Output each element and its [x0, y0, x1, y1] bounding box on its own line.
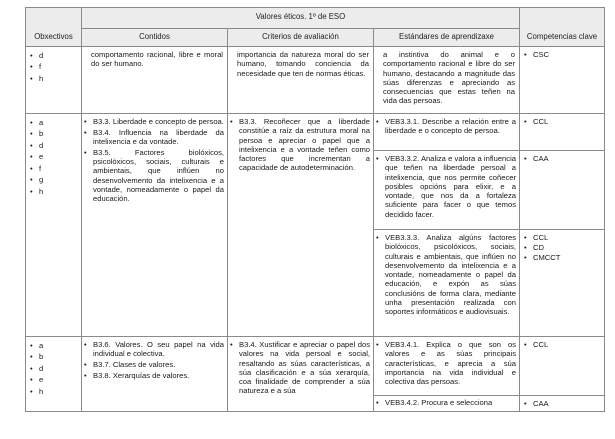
competence-item: • CD — [524, 243, 600, 252]
objective-item: • f — [30, 62, 78, 71]
objective-item: • b — [30, 352, 78, 361]
column-divider-4 — [519, 7, 520, 412]
table-title: Valores éticos. 1º de ESO — [255, 12, 346, 21]
row2-standard-2-competences — [524, 154, 600, 164]
criterion-item: • B3.4. Xustificar e apreciar o papel dos valores na vida persoal e social, resaltando as súas características, a súa clasificación e a súa xerarquía, coa finalidade de comprender a súa natureza e a súa — [230, 340, 370, 396]
standard-divider-2a — [373, 150, 605, 151]
competence-item: • CSC — [524, 50, 600, 59]
competence-item: • CCL — [524, 117, 600, 126]
criterion-item: • B3.3. Recoñecer que a liberdade constitúe a raíz da estrutura moral na persoa e apreciar o papel que a intelixencia e a vontade teñen como factores que incrementan a capacidade de autodeterminación. — [230, 117, 370, 173]
table-border-right — [604, 7, 605, 412]
row2-standard-1-competences — [524, 117, 600, 127]
competence-item: • CAA — [524, 399, 600, 408]
row2-objectives — [30, 118, 78, 198]
objective-item: • a — [30, 341, 78, 350]
objective-item: • b — [30, 129, 78, 138]
row3-standard-2-competences — [524, 399, 600, 409]
standard-item: • VEB3.4.2. Procura e selecciona — [376, 398, 516, 407]
row-divider-2 — [25, 336, 605, 337]
objective-item: • d — [30, 364, 78, 373]
content-item: • B3.5. Factores biolóxicos, psicolóxicos, sociais, culturais e ambientais, que inflúen no desenvolvemento da intelixencia e a vontade, nomeadamente o papel da educación. — [84, 148, 224, 204]
objective-item: • h — [30, 387, 78, 396]
competence-item: • CAA — [524, 154, 600, 163]
row3-contents — [84, 340, 224, 382]
content-item: • B3.6. Valores. O seu papel na vida individual e colectiva. — [84, 340, 224, 359]
row1-contents: comportamento racional, libre e moral do ser humano. — [91, 50, 223, 69]
row-divider-1 — [25, 113, 605, 114]
row3-criteria — [230, 340, 370, 410]
title-row-divider — [81, 28, 519, 29]
objective-item: • h — [30, 74, 78, 83]
row1-criteria: importancia da natureza moral do ser humano, tomando conciencia da necesidade que ten de normas éticas. — [237, 50, 369, 78]
header-competences: Competencias clave — [526, 32, 598, 41]
row1-competences — [524, 50, 600, 60]
standard-divider-2b — [373, 229, 605, 230]
header-criteria: Criterios de avaliación — [262, 32, 339, 41]
table-border-left — [25, 7, 26, 412]
objective-item: • h — [30, 187, 78, 196]
standard-item: • VEB3.3.2. Analiza e valora a influencia que teñen na liberdade persoal a intelixencia, que nos permite coñecer posibles opcións para elixir, e a vontade, que nos da a fortaleza suficiente para facer o que temos decidido facer. — [376, 154, 516, 219]
objective-item: • g — [30, 175, 78, 184]
standard-item: • VEB3.4.1. Explica o que son os valores e as súas principais características, e aprecia a súa importancia na vida individual e colectiva das persoas. — [376, 340, 516, 386]
objective-item: • d — [30, 51, 78, 60]
row3-standard-1-competences — [524, 340, 600, 350]
row2-standard-3-competences — [524, 233, 600, 262]
header-standards: Estándares de aprendizaxe — [399, 32, 494, 41]
content-item: • B3.4. Influencia na liberdade da intelixencia e da vontade. — [84, 128, 224, 147]
row3-standard-1 — [376, 340, 516, 388]
content-item: • B3.7. Clases de valores. — [84, 360, 224, 369]
standard-item: • VEB3.3.3. Analiza algúns factores biolóxicos, psicolóxicos, sociais, culturais e ambientais, que inflúen no desenvolvemento da intelixencia e a vontade, nomeadamente o papel da educación, e expón as súas conclusións de forma clara, mediante unha presentación realizada con soportes informáticos e audiovisuais. — [376, 233, 516, 317]
standard-item: • VEB3.3.1. Describe a relación entre a liberdade e o concepto de persoa. — [376, 117, 516, 136]
row2-criteria — [230, 117, 370, 174]
row3-standard-2 — [376, 398, 516, 409]
row1-standard: a instintiva do animal e o comportamento racional e libre do ser humano, destacando a magnitude das súas diferenzas e apreciando as consecuencias que estas teñen na vida das persoas. — [383, 50, 515, 106]
standard-divider-3 — [373, 395, 605, 396]
objective-item: • a — [30, 118, 78, 127]
column-divider-3 — [373, 28, 374, 412]
content-item: • B3.3. Liberdade e concepto de persoa. — [84, 117, 224, 126]
row2-standard-1 — [376, 117, 516, 137]
content-item: • B3.8. Xerarquías de valores. — [84, 371, 224, 380]
row1-objectives — [30, 51, 78, 85]
row2-standard-3 — [376, 233, 516, 318]
column-divider-1 — [81, 7, 82, 412]
header-objectives: Obxectivos — [34, 32, 73, 41]
objective-item: • d — [30, 141, 78, 150]
competence-item: • CCL — [524, 340, 600, 349]
competence-item: • CCL — [524, 233, 600, 242]
header-row-divider — [25, 46, 605, 47]
column-divider-2 — [227, 28, 228, 412]
row2-contents — [84, 117, 224, 205]
table-border-top — [25, 7, 605, 8]
objective-item: • f — [30, 164, 78, 173]
competence-item: • CMCCT — [524, 253, 600, 262]
row2-standard-2 — [376, 154, 516, 221]
header-contents: Contidos — [139, 32, 170, 41]
row3-objectives — [30, 341, 78, 398]
objective-item: • e — [30, 152, 78, 161]
table-border-bottom — [25, 411, 605, 412]
objective-item: • e — [30, 375, 78, 384]
